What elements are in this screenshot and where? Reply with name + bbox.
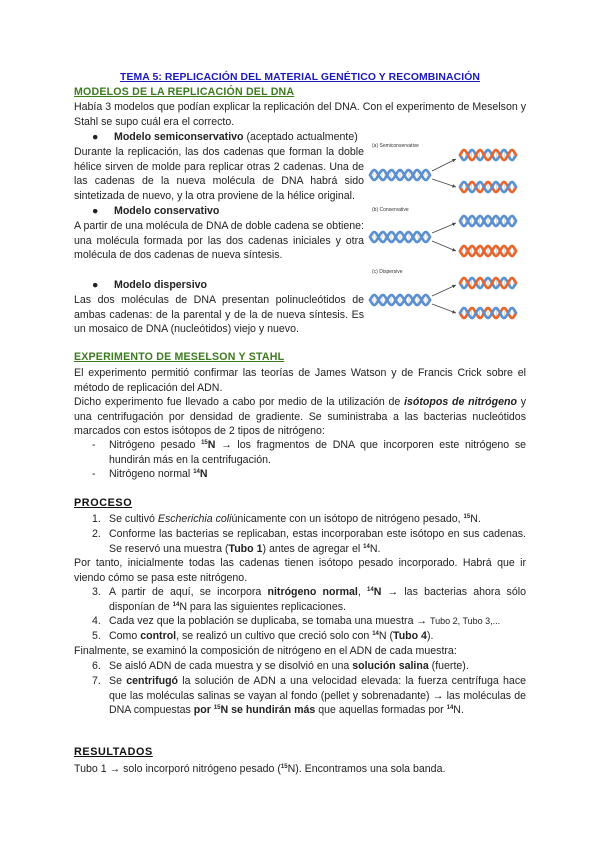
process-step-4: [92, 614, 526, 629]
dash-marker: -: [92, 439, 96, 451]
section-heading-process: PROCESO: [74, 497, 133, 509]
isotope-list-item-normal: [92, 467, 526, 482]
text-run: ).: [426, 630, 434, 642]
nitrogen-symbol: N: [199, 468, 208, 480]
daughter-helix-conservative-2: [460, 246, 516, 256]
parent-helix-dispersive: [370, 295, 430, 305]
arrow-head-icon: [452, 184, 456, 187]
step-number: 3.: [92, 586, 101, 598]
bullet-dispersive: [92, 278, 207, 293]
step-number: 6.: [92, 660, 101, 672]
isotope-heavy-text: [109, 438, 526, 467]
isotope-list-item-heavy: [92, 438, 526, 467]
text-run: que aquellas formadas por: [315, 704, 447, 717]
tube-label: Tubo 4: [393, 630, 427, 642]
text-run: Nitrógeno pesado: [109, 439, 202, 451]
step-text: [109, 527, 526, 556]
bullet-dot: ●: [92, 131, 99, 143]
text-run: únicamente con un isótopo de nitrógeno pesado,: [231, 513, 464, 525]
text-run: N.: [453, 704, 464, 717]
text-run: ) antes de agregar el: [262, 542, 364, 555]
sink-more-emphasis: N se hundirán más: [220, 704, 316, 717]
model-semiconservative-text: Durante la replicación, las dos cadenas que forman la doble hélice sirven de molde para replicar otras 2 cadenas. Una de las cadenas de la nueva molécula de DNA habrá sido sintetizada de nuevo, y la otra proviene de la hélice original.: [74, 146, 364, 202]
text-run: N). Encontramos una sola banda.: [287, 763, 446, 775]
result-tube-1: [74, 762, 526, 777]
process-step-6: [92, 659, 526, 674]
model-name: Modelo dispersivo: [114, 279, 208, 291]
process-step-7: [92, 674, 526, 718]
text-run: Se: [109, 675, 127, 687]
normal-nitrogen-emphasis: nitrógeno normal: [267, 586, 358, 598]
text-run: por: [193, 704, 214, 717]
text-run: Se aisló ADN de cada muestra y se disolvió en una: [109, 660, 353, 672]
parent-helix-semiconservative: [370, 170, 430, 180]
isotope-mass: 14: [446, 705, 454, 712]
text-run: N.: [369, 542, 381, 555]
tube-label: Tubo 1: [228, 542, 263, 555]
text-run: N para las siguientes replicaciones.: [179, 600, 346, 613]
text-run: Dicho experimento fue llevado a cabo por medio de la utilización de: [74, 396, 405, 408]
model-note: (aceptado actualmente): [243, 131, 358, 143]
models-intro: Había 3 modelos que podían explicar la replicación del DNA. Con el experimento de Meselson y Stahl se supo cuál era el correcto.: [74, 101, 526, 128]
nitrogen-symbol: N: [373, 586, 382, 598]
model-name: Modelo semiconservativo: [114, 131, 244, 143]
process-step-3: [92, 585, 526, 614]
daughter-helix-dispersive-1: [460, 278, 516, 288]
text-run: y una centrifugación por densidad de gradiente. Se suministraba a las bacterias nucleótidos marcados con estos isótopos de 2 tipos de nitrógeno:: [74, 396, 527, 438]
isotope-mass: 15: [463, 514, 471, 520]
figure-label-conservative: (b) Conservative: [372, 207, 409, 213]
isotope-mass: 15: [280, 764, 288, 770]
bullet-semiconservative: [92, 130, 358, 145]
isotope-mass: 15: [213, 705, 221, 712]
control-emphasis: control: [140, 630, 177, 642]
process-step-5: [92, 629, 526, 644]
step-number: 4.: [92, 615, 101, 627]
step-number: 7.: [92, 675, 101, 687]
saline-solution-emphasis: solución salina: [352, 660, 429, 672]
model-name: Modelo conservativo: [114, 205, 220, 217]
step-text: [109, 512, 526, 527]
figure-label-semiconservative: (a) Semiconservative: [372, 143, 419, 149]
arrow-line: [432, 241, 456, 251]
isotope-mass: 14: [367, 587, 374, 593]
model-conservative-text: A partir de una molécula de DNA de doble cadena se obtiene: una molécula formada por las dos cadenas iniciales y otra molécula de dos cadenas de nueva síntesis.: [74, 220, 364, 262]
isotopes-emphasis: isótopos de nitrógeno: [404, 396, 517, 408]
arrow-line: [432, 179, 456, 187]
dash-marker: -: [92, 468, 96, 480]
section-heading-results: RESULTADOS: [74, 746, 153, 758]
model-dispersive-text: Las dos moléculas de DNA presentan polinucleótidos de ambas cadenas: de la parental y de la de nueva síntesis. Es un mosaico de DNA (nucleótidos) viejo y nuevo.: [74, 294, 364, 336]
text-run: Nitrógeno normal: [109, 468, 194, 480]
isotope-mass: 14: [193, 469, 200, 475]
isotope-mass: 14: [172, 601, 180, 608]
text-run: N.: [470, 513, 481, 525]
text-run: , se realizó un cultivo que creció solo con: [176, 630, 373, 642]
process-note-2: Finalmente, se examinó la composición de nitrógeno en el ADN de cada muestra:: [74, 645, 457, 657]
experiment-paragraph-1: El experimento permitió confirmar las teorías de James Watson y de Francis Crick sobre el método de replicación del ADN.: [74, 367, 526, 394]
parent-helix-conservative: [370, 232, 430, 242]
text-run: la solución de ADN a una velocidad elevada: la fuerza centrífuga hace que las moléculas salinas se vayan al fondo (pellet y sobrenadante) → las moléculas de DNA compuestas: [109, 675, 527, 717]
text-run: A partir de aquí, se incorpora: [109, 586, 268, 598]
text-run: → las bacterias ahora sólo disponían de: [109, 586, 526, 613]
text-run: Tubo 1 → solo incorporó nitrógeno pesado (: [74, 763, 281, 775]
step-text: [109, 629, 526, 644]
text-run: Como: [109, 630, 141, 642]
section-heading-models: MODELOS DE LA REPLICACIÓN DEL DNA: [74, 86, 295, 98]
step-text: [109, 674, 526, 718]
replication-models-figure: [368, 125, 520, 325]
text-run: Conforme las bacterias se replicaban, estas incorporaban este isótopo en sus cadenas. Se reservó una muestra (: [109, 528, 526, 555]
arrow-line: [432, 304, 456, 313]
experiment-paragraph-2: [74, 395, 526, 439]
tube-series: Tubo 2, Tubo 3,...: [429, 616, 501, 626]
step-text: [109, 585, 526, 614]
figure-label-dispersive: (c) Dispersive: [372, 269, 403, 275]
isotope-mass: 14: [363, 543, 370, 550]
text-run: Se cultivó: [109, 513, 158, 525]
centrifuged-emphasis: centrifugó: [126, 675, 179, 687]
arrow-line: [432, 285, 456, 296]
text-run: (fuerte).: [428, 660, 469, 672]
nitrogen-symbol: N: [207, 439, 216, 451]
process-note-1: Por tanto, inicialmente todas las cadenas tienen isótopo pesado incorporado. Habrá que ir viendo cómo se pasa este nitrógeno.: [74, 557, 526, 584]
text-run: N (: [378, 630, 394, 642]
daughter-helix-conservative-1: [460, 216, 516, 226]
process-step-2: [92, 527, 526, 556]
daughter-helix-semiconservative-2: [460, 182, 516, 192]
document-title: TEMA 5: REPLICACIÓN DEL MATERIAL GENÉTICO Y RECOMBINACIÓN: [120, 72, 480, 83]
isotope-mass: 14: [372, 631, 379, 637]
bullet-dot: ●: [92, 205, 99, 217]
step-number: 5.: [92, 630, 101, 642]
daughter-helix-semiconservative-1: [460, 150, 516, 160]
arrow-line: [432, 159, 456, 171]
bullet-dot: ●: [92, 279, 99, 291]
species-name: Escherichia coli: [157, 513, 232, 525]
step-text: [109, 614, 526, 629]
process-step-1: [92, 512, 526, 527]
isotope-normal-text: [109, 467, 526, 482]
daughter-helix-dispersive-2: [460, 308, 516, 318]
step-number: 1.: [92, 513, 101, 525]
bullet-conservative: [92, 204, 219, 219]
step-text: [109, 659, 526, 674]
step-number: 2.: [92, 528, 101, 540]
text-run: Cada vez que la población se duplicaba, se tomaba una muestra →: [109, 615, 430, 627]
section-heading-meselson-stahl: EXPERIMENTO DE MESELSON Y STAHL: [74, 351, 285, 363]
arrow-line: [432, 223, 456, 233]
isotope-mass: 15: [201, 440, 208, 446]
text-run: ,: [357, 586, 367, 598]
text-run: → los fragmentos de DNA que incorporen este nitrógeno se hundirán más en la centrifugación.: [109, 439, 527, 466]
